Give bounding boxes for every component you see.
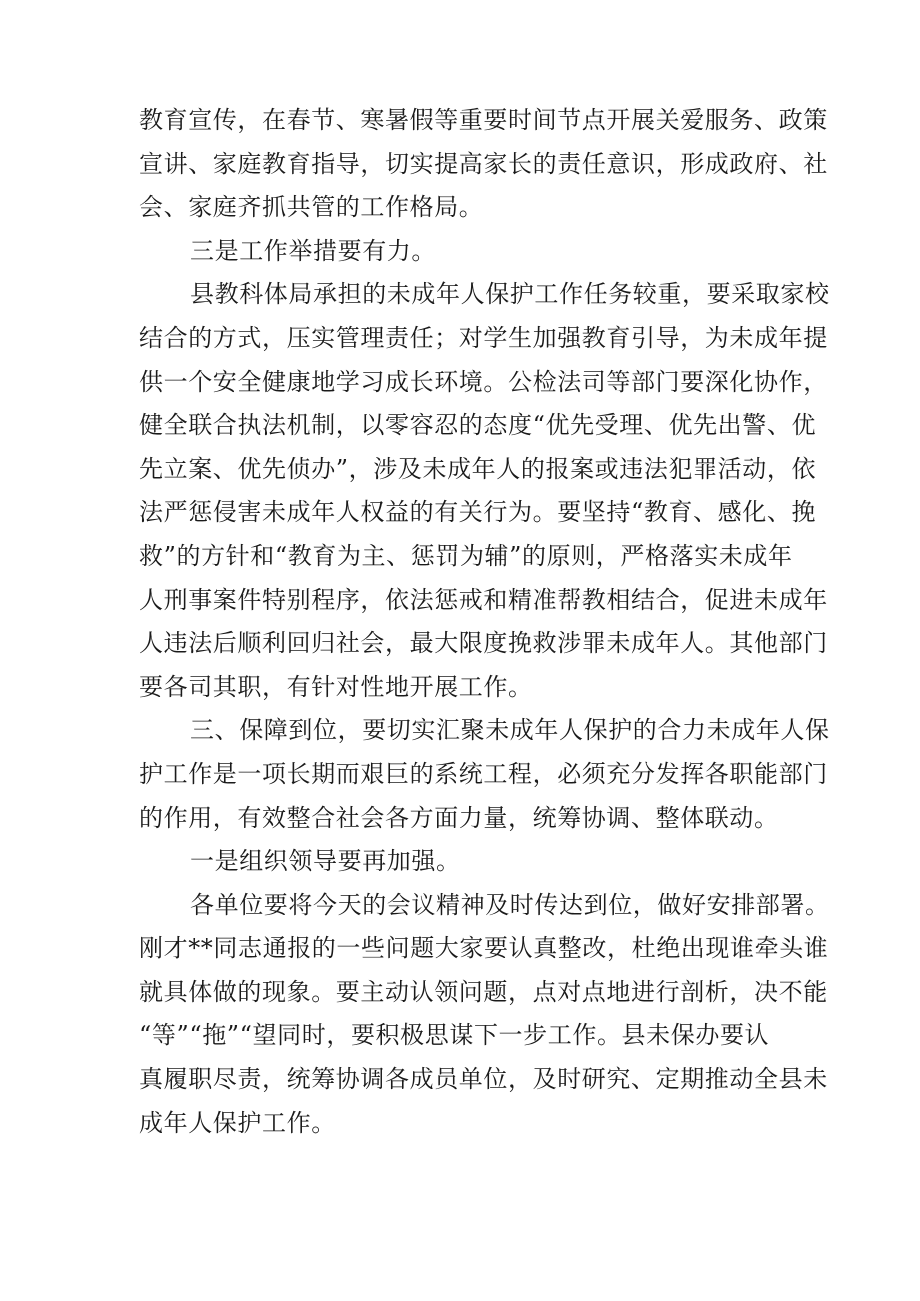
text-line: 健全联合执法机制，以零容忍的态度“优先受理、优先出警、优 (139, 411, 817, 440)
text-line: 法严惩侵害未成年人权益的有关行为。要坚持“教育、感化、挽 (139, 498, 817, 527)
text-line: 宣讲、家庭教育指导，切实提高家长的责任意识，形成政府、社 (139, 149, 828, 178)
text-line: 县教科体局承担的未成年人保护工作任务较重，要采取家校 (190, 280, 830, 309)
text-line: 要各司其职，有针对性地开展工作。 (139, 672, 533, 701)
text-line: 成年人保护工作。 (139, 1108, 336, 1137)
text-line: “等”“拖”“望同时，要积极思谋下一步工作。县未保办要认 (139, 1021, 770, 1050)
text-line: 供一个安全健康地学习成长环境。公检法司等部门要深化协作， (139, 367, 828, 396)
text-line: 三、保障到位，要切实汇聚未成年人保护的合力未成年人保 (190, 716, 830, 745)
text-line: 一是组织领导要再加强。 (190, 847, 461, 876)
text-line: 救”的方针和“教育为主、惩罚为辅”的原则，严格落实未成年 (139, 541, 793, 570)
text-line: 三是工作举措要有力。 (190, 236, 436, 265)
text-line: 人违法后顺利回归社会，最大限度挽救涉罪未成年人。其他部门 (139, 629, 828, 658)
text-line: 真履职尽责，统筹协调各成员单位，及时研究、定期推动全县未 (139, 1065, 828, 1094)
text-line: 刚才**同志通报的一些问题大家要认真整改，杜绝出现谁牵头谁 (139, 934, 829, 963)
text-line: 各单位要将今天的会议精神及时传达到位，做好安排部署。 (190, 890, 830, 919)
text-line: 先立案、优先侦办”，涉及未成年人的报案或违法犯罪活动，依 (139, 454, 817, 483)
text-line: 结合的方式，压实管理责任；对学生加强教育引导，为未成年提 (139, 323, 828, 352)
text-line: 教育宣传，在春节、寒暑假等重要时间节点开展关爱服务、政策 (139, 106, 828, 134)
text-line: 会、家庭齐抓共管的工作格局。 (139, 193, 484, 222)
text-line: 就具体做的现象。要主动认领问题，点对点地进行剖析，决不能 (139, 977, 828, 1006)
text-line: 护工作是一项长期而艰巨的系统工程，必须充分发挥各职能部门 (139, 759, 828, 788)
text-line: 人刑事案件特别程序，依法惩戒和精准帮教相结合，促进未成年 (139, 585, 828, 614)
body-text (139, 99, 830, 1145)
text-line: 的作用，有效整合社会各方面力量，统筹协调、整体联动。 (139, 803, 779, 832)
